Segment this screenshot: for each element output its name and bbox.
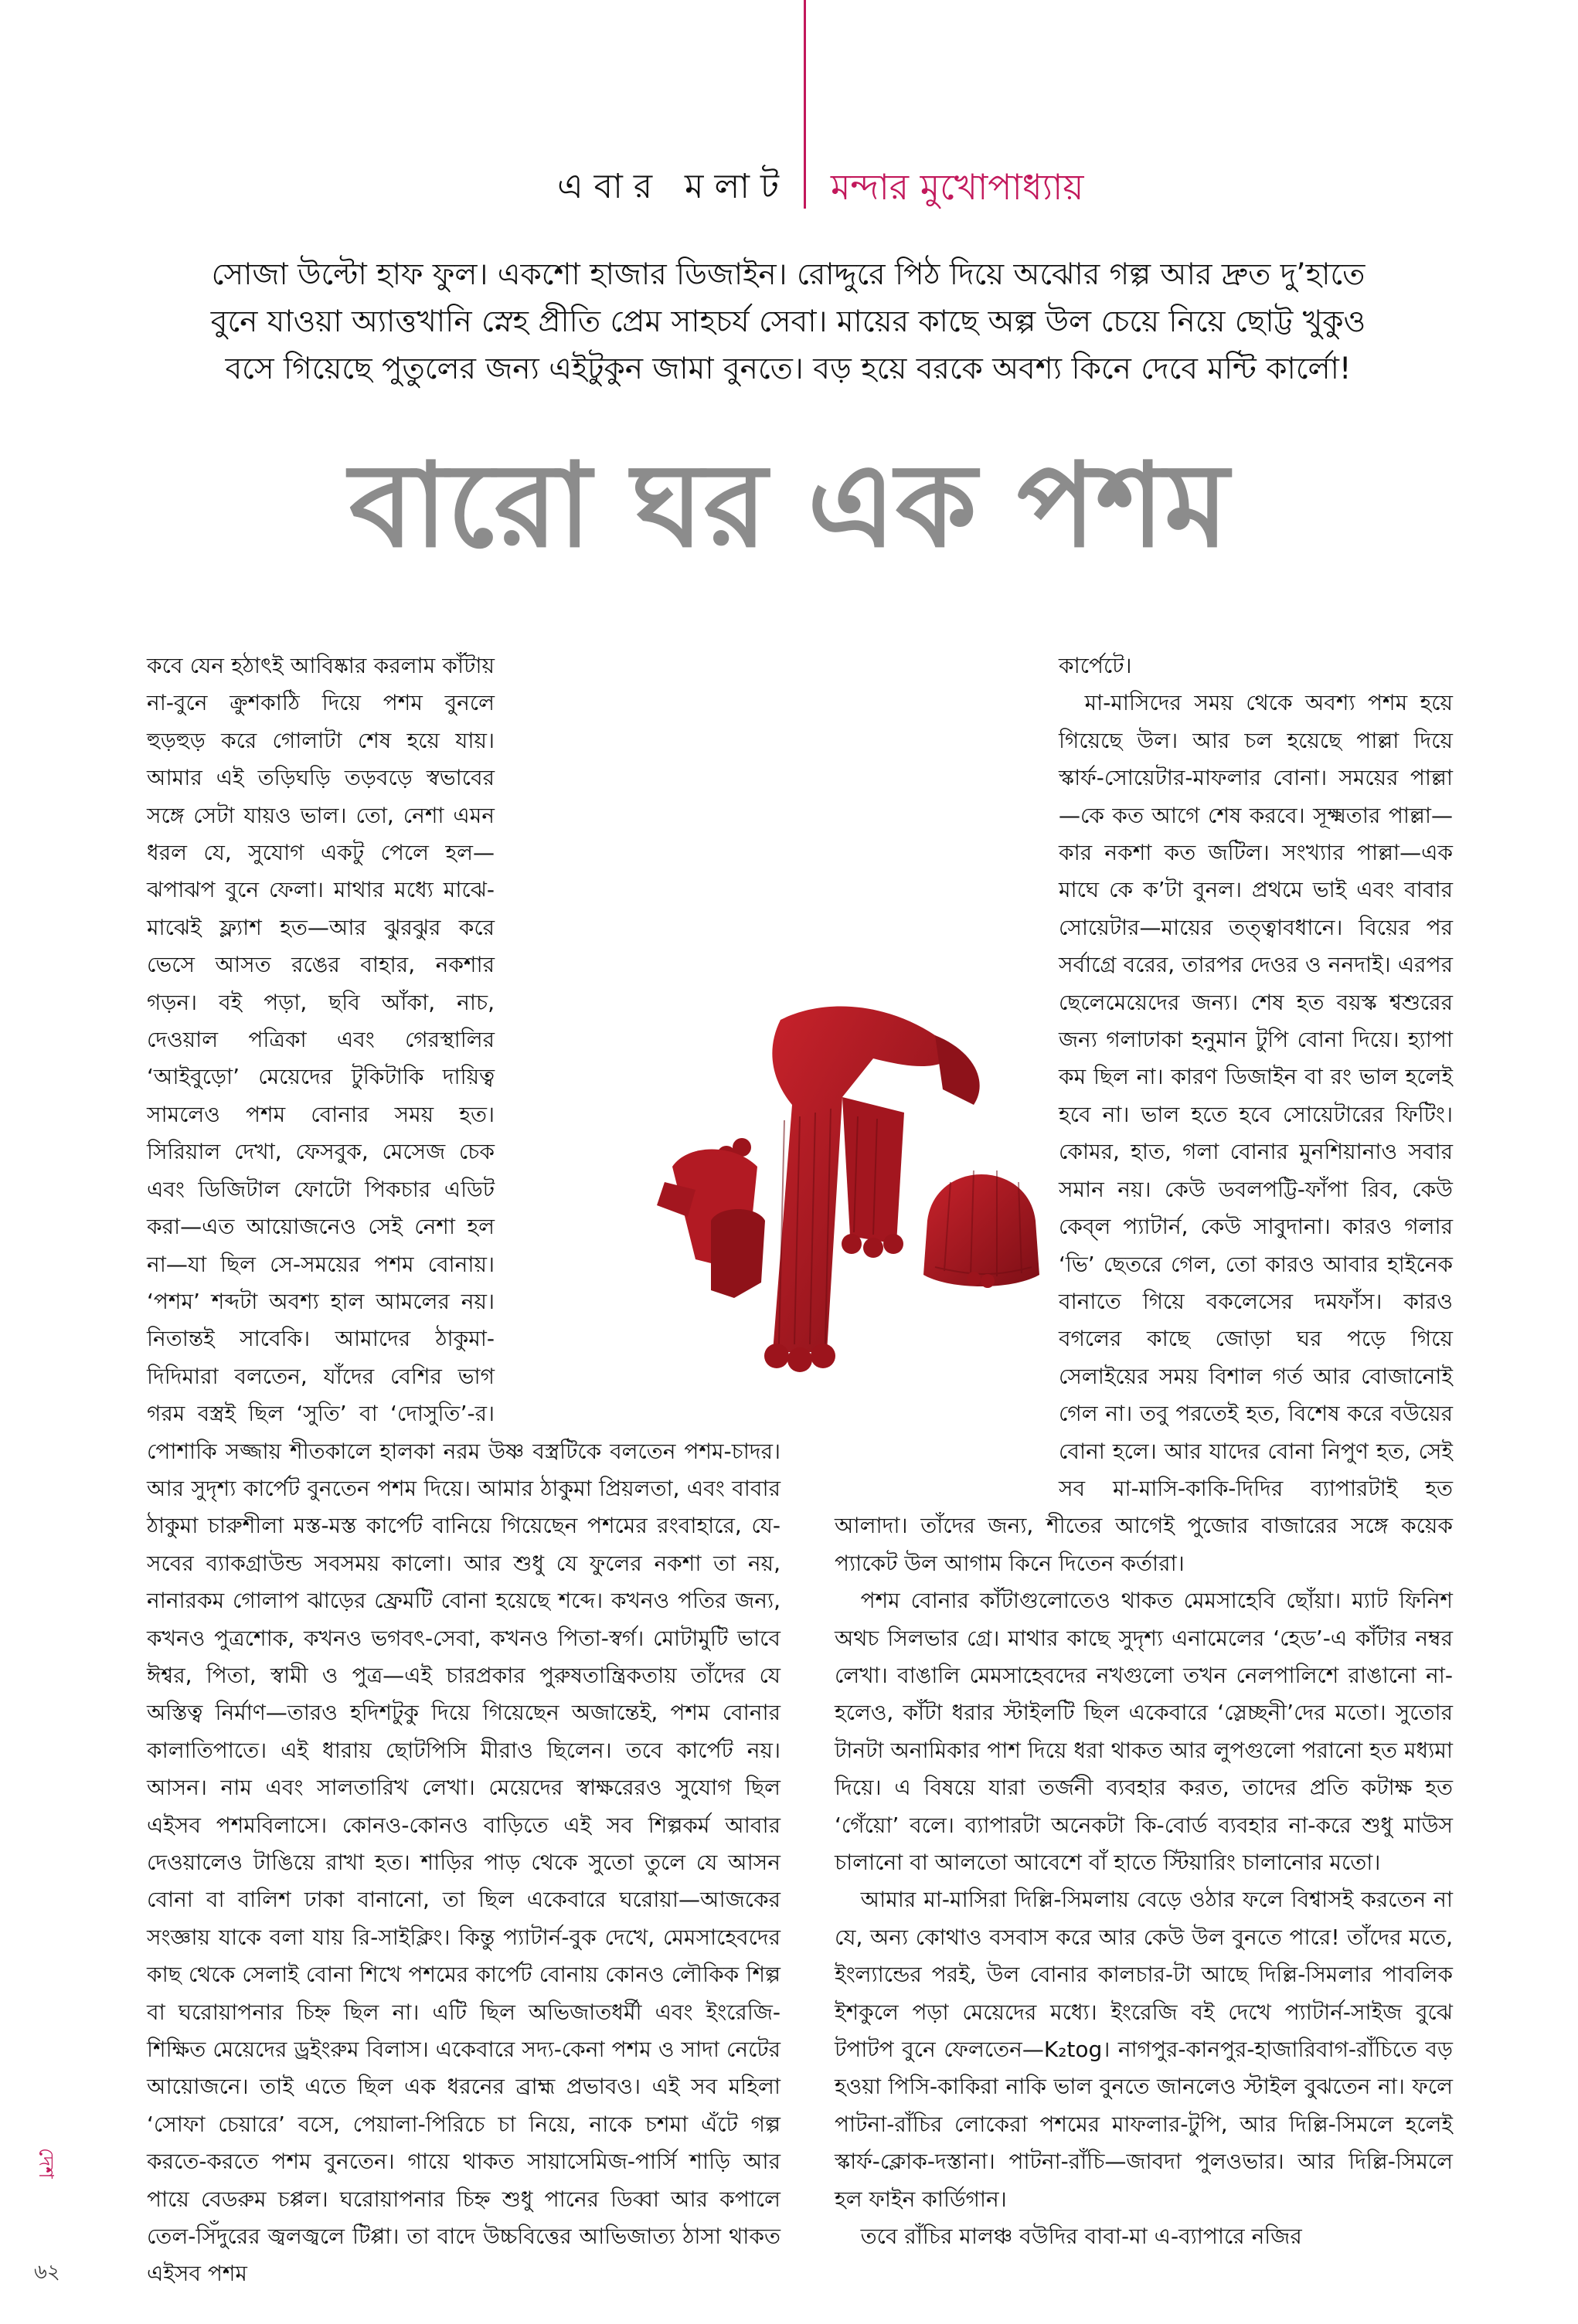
author-name: মন্দার মুখোপাধ্যায় <box>831 166 1084 208</box>
knitwear-photo <box>610 989 1059 1391</box>
article-header <box>0 155 1578 224</box>
body-paragraph: কার্পেটে। <box>1059 653 1132 678</box>
deck-line: সোজা উল্টো হাফ ফুল। একশো হাজার ডিজাইন। রোদ্দুরে পিঠ দিয়ে অঝোর গল্প আর দ্রুত দু’হাতে <box>211 257 1365 292</box>
article-title: বারো ঘর এক পশম <box>349 439 1229 573</box>
article-deck <box>139 251 1437 392</box>
series-name: এবার মলাট <box>557 167 790 206</box>
body-column-left <box>147 647 780 2293</box>
magazine-name: দেশ <box>34 2148 57 2179</box>
body-paragraph: তবে রাঁচির মালঞ্চ বউদির বাবা-মা এ-ব্যাপারে নজির <box>860 2224 1302 2250</box>
body-paragraph: মা-মাসিদের সময় থেকে অবশ্য পশম হয়ে গিয়েছে উল। আর চল হয়েছে পাল্লা দিয়ে স্কার্ফ-সোয়েটার-মাফলার বোনা। সময়ের পাল্লা—কে কত আগে শেষ করবে। সূক্ষ্মতার পাল্লা—কার নকশা কত জটিল। সংখ্যার পাল্লা—এক মাঘে কে ক’টা বুনল। প্রথমে ভাই এবং বাবার সোয়েটার—মায়ের তত্ত্বাবধানে। বিয়ের পর সর্বাগ্রে বরের, তারপর দেওর ও ননদাই। এরপর ছেলেমেয়েদের জন্য। শেষ হত বয়স্ক শ্বশুরের জন্য গলাঢাকা হনুমান টুপি বোনা দিয়ে। হ্যাপা কম ছিল না। কারণ ডিজাইন বা রং ভাল হলেই হবে না। ভাল হতে হবে সোয়েটারের ফিটিং। কোমর, হাত, গলা বোনার মুনশিয়ানাও সবার সমান নয়। কেউ ডবলপট্টি-ফাঁপা রিব, কেউ কেব্‌ল প্যাটার্ন, কেউ সাবুদানা। কারও গলার ‘ভি’ ছেতরে গেল, তো কারও আবার হাইনেক বানাতে গিয়ে বকলেসের দমফাঁস। কারও বগলের কাছে জোড়া ঘর পড়ে গিয়ে সেলাইয়ের সময় বিশাল গর্ত আর বোজানোই গেল না। তবু পরতেই হত, বিশেষ করে বউয়ের বোনা হলে। আর যাদের বোনা নিপুণ হত, সেই সব মা-মাসি-কাকি-দিদির ব্যাপারটাই হত আলাদা। তাঁদের জন্য, শীতের আগেই পুজোর বাজারের সঙ্গে কয়েক প্যাকেট উল আগাম কিনে দিতেন কর্তারা। <box>835 690 1453 1576</box>
body-paragraph: আমার মা-মাসিরা দিল্লি-সিমলায় বেড়ে ওঠার ফলে বিশ্বাসই করতেন না যে, অন্য কোথাও বসবাস করে আর কেউ উল বুনতে পারে! তাঁদের মতে, ইংল্যান্ডের পরই, উল বোনার কালচার-টা আছে দিল্লি-সিমলার পাবলিক ইশকুলে পড়া মেয়েদের মধ্যে। ইংরেজি বই দেখে প্যাটার্ন-সাইজ বুঝে টপাটপ বুনে ফেলতেন—K₂tog। নাগপুর-কানপুর-হাজারিবাগ-রাঁচিতে বড় হওয়া পিসি-কাকিরা নাকি ভাল বুনতে জানলেও স্টাইল বুঝতেন না। ফলে পাটনা-রাঁচির লোকেরা পশমের মাফলার-টুপি, আর দিল্লি-সিমলে হলেই স্কার্ফ-ক্লোক-দস্তানা। পাটনা-রাঁচি—জাবদা পুলওভার। আর দিল্লি-সিমলে হল ফাইন কার্ডিগান। <box>835 1887 1453 2212</box>
body-paragraph: কবে যেন হঠাৎই আবিষ্কার করলাম কাঁটায় না-বুনে ক্রুশকাঠি দিয়ে পশম বুনলে হুড়হুড় করে গোলাটা শেষ হয়ে যায়। আমার এই তড়িঘড়ি তড়বড়ে স্বভাবের সঙ্গে সেটা যায়ও ভাল। তো, নেশা এমন ধরল যে, সুযোগ একটু পেলে হল—ঝপাঝপ বুনে ফেলা। মাথার মধ্যে মাঝে-মাঝেই ফ্ল্যাশ হত—আর ঝুরঝুর করে ভেসে আসত রঙের বাহার, নকশার গড়ন। বই পড়া, ছবি আঁকা, নাচ, দেওয়াল পত্রিকা এবং গেরস্থালির ‘আইবুড়ো’ মেয়েদের টুকিটাকি দায়িত্ব সামলেও পশম বোনার সময় হত। সিরিয়াল দেখা, ফেসবুক, মেসেজ চেক এবং ডিজিটাল ফোটো পিকচার এডিট করা—এত আয়োজনেও সেই নেশা হল না—যা ছিল সে-সময়ের পশম বোনায়। ‘পশম’ শব্দটা অবশ্য হাল আমলের নয়। নিতান্তই সাবেকি। আমাদের ঠাকুমা-দিদিমারা বলতেন, যাঁদের বেশির ভাগ গরম বস্ত্রই ছিল ‘সুতি’ বা ‘দোসুতি’-র। পোশাকি সজ্জায় শীতকালে হালকা নরম উষ্ণ বস্ত্রটিকে বলতেন পশম-চাদর। আর সুদৃশ্য কার্পেট বুনতেন পশম দিয়ে। আমার ঠাকুমা প্রিয়লতা, এবং বাবার ঠাকুমা চারুশীলা মস্ত-মস্ত কার্পেট বানিয়ে গিয়েছেন পশমের রংবাহারে, যে-সবের ব্যাকগ্রাউন্ড সবসময় কালো। আর শুধু যে ফুলের নকশা তা নয়, নানারকম গোলাপ ঝাড়ের ফ্রেমটি বোনা হয়েছে শব্দে। কখনও পতির জন্য, কখনও পুত্রশোক, কখনও ভগবৎ-সেবা, কখনও পিতা-স্বর্গ। মোটামুটি ভাবে ঈশ্বর, পিতা, স্বামী ও পুত্র—এই চারপ্রকার পুরুষতান্ত্রিকতায় তাঁদের যে অস্তিত্ব নির্মাণ—তারও হদিশটুকু দিয়ে গিয়েছেন অজান্তেই, পশম বোনার কালাতিপাতে। এই ধারায় ছোটপিসি মীরাও ছিলেন। তবে কার্পেট নয়। আসন। নাম এবং সালতারিখ লেখা। মেয়েদের স্বাক্ষরেরও সুযোগ ছিল এইসব পশমবিলাসে। কোনও-কোনও বাড়িতে এই সব শিল্পকর্ম আবার দেওয়ালেও টাঙিয়ে রাখা হত। শাড়ির পাড় থেকে সুতো তুলে যে আসন বোনা বা বালিশ ঢাকা বানানো, তা ছিল একেবারে ঘরোয়া—আজকের সংজ্ঞায় যাকে বলা যায় রি-সাইক্লিং। কিন্তু প্যাটার্ন-বুক দেখে, মেমসাহেবদের কাছ থেকে সেলাই বোনা শিখে পশমের কার্পেট বোনায় কোনও লৌকিক শিল্প বা ঘরোয়াপনার চিহ্ন ছিল না। এটি ছিল অভিজাতধর্মী এবং ইংরেজি-শিক্ষিত মেয়েদের ড্রইংরুম বিলাস। একেবারে সদ্য-কেনা পশম ও সাদা নেটের আয়োজনে। তাই এতে ছিল এক ধরনের ব্রাহ্ম প্রভাবও। এই সব মহিলা ‘সোফা চেয়ারে’ বসে, পেয়ালা-পিরিচে চা নিয়ে, নাকে চশমা এঁটে গল্প করতে-করতে পশম বুনতেন। গায়ে থাকত সায়াসেমিজ-পার্সি শাড়ি আর পায়ে বেডরুম চপ্পল। ঘরোয়াপনার চিহ্ন শুধু পানের ডিব্বা আর কপালে তেল-সিঁদুরের জ্বলজ্বলে টিপ্পা। তা বাদে উচ্চবিত্তের আভিজাত্য ঠাসা থাকত এইসব পশম <box>147 653 780 2287</box>
page-number: ৬২ <box>34 2261 60 2284</box>
red-knitted-scarf-hat-gloves-icon <box>610 989 1059 1391</box>
body-column-right <box>835 647 1453 2255</box>
deck-line: বসে গিয়েছে পুতুলের জন্য এইটুকুন জামা বুনতে। বড় হয়ে বরকে অবশ্য কিনে দেবে মন্টি কার্লো! <box>225 352 1352 386</box>
body-paragraph: পশম বোনার কাঁটাগুলোতেও থাকত মেমসাহেবি ছোঁয়া। ম্যাট ফিনিশ অথচ সিলভার গ্রে। মাথার কাছে সুদৃশ্য এনামেলের ‘হেড’-এ কাঁটার নম্বর লেখা। বাঙালি মেমসাহেবদের নখগুলো তখন নেলপালিশে রাঙানো না-হলেও, কাঁটা ধরার স্টাইলটি ছিল একেবারে ‘স্লেচ্ছনী’দের মতো। সুতোর টানটা অনামিকার পাশ দিয়ে ধরা থাকত আর লুপগুলো পরানো হত মধ্যমা দিয়ে। এ বিষয়ে যারা তর্জনী ব্যবহার করত, তাদের প্রতি কটাক্ষ হত ‘গেঁয়ো’ বলে। ব্যাপারটা অনেকটা কি-বোর্ড ব্যবহার না-করে শুধু মাউস চালানো বা আলতো আবেশে বাঁ হাতে স্টিয়ারিং চালানোর মতো। <box>835 1588 1453 1875</box>
deck-line: বুনে যাওয়া অ্যাত্তখানি স্নেহ প্রীতি প্রেম সাহচর্য সেবা। মায়ের কাছে অল্প উল চেয়ে নিয়ে ছোট্ট খুকুও <box>210 304 1366 339</box>
